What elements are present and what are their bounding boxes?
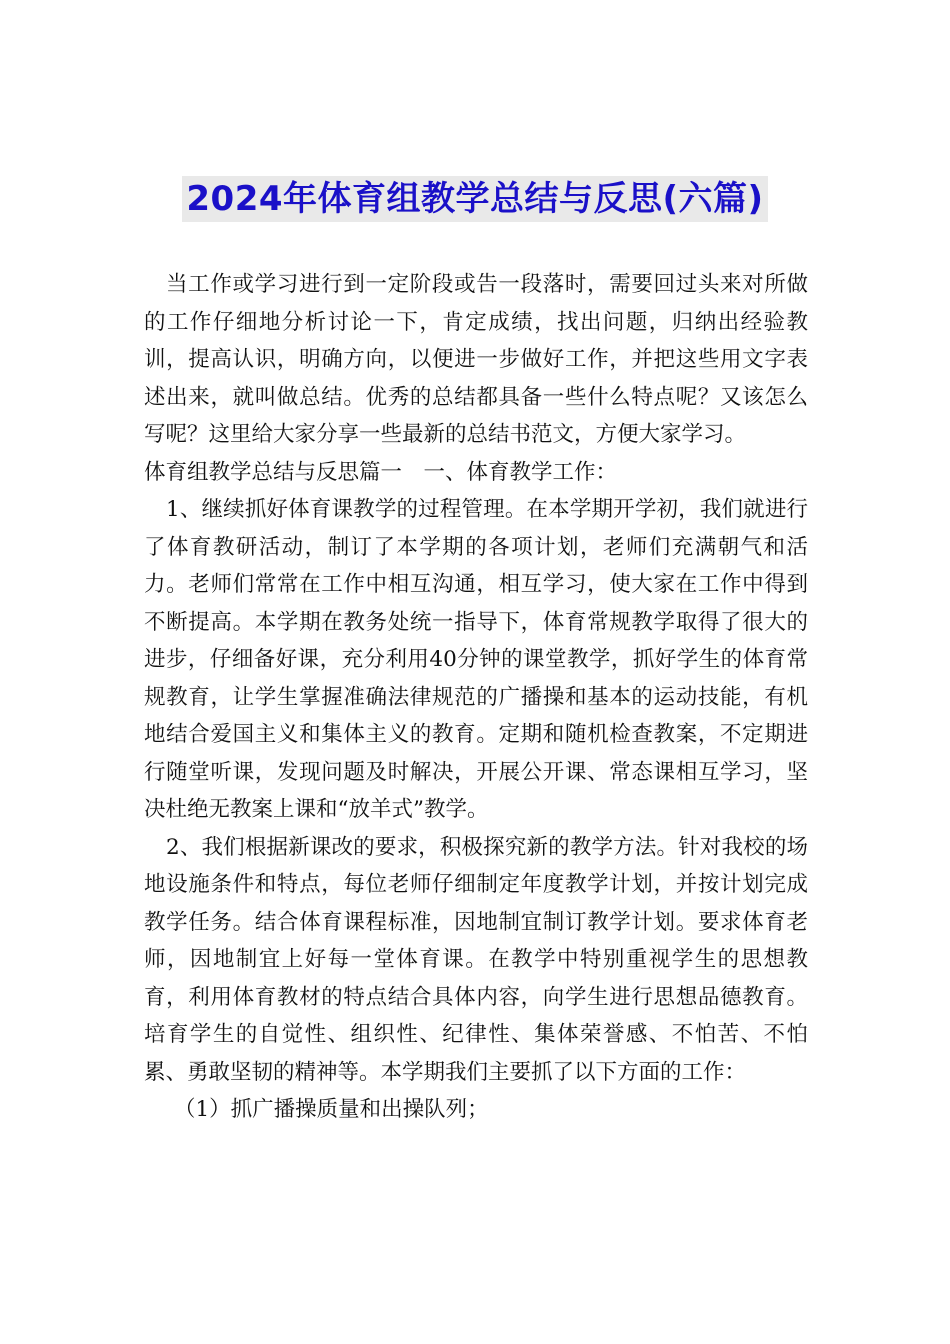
document-body — [144, 266, 808, 1129]
document-title: 2024年体育组教学总结与反思(六篇) — [182, 176, 767, 222]
intro-paragraph: 当工作或学习进行到一定阶段或告一段落时，需要回过头来对所做的工作仔细地分析讨论一下，肯定成绩，找出问题，归纳出经验教训，提高认识，明确方向，以便进一步做好工作，并把这些用文字表述出来，就叫做总结。优秀的总结都具备一些什么特点呢？又该怎么写呢？这里给大家分享一些最新的总结书范文，方便大家学习。 — [144, 272, 808, 447]
list-item: （1）抓广播操质量和出操队列； — [174, 1097, 489, 1122]
section-heading: 体育组教学总结与反思篇一 一、体育教学工作： — [144, 459, 618, 485]
body-paragraph: 1、继续抓好体育课教学的过程管理。在本学期开学初，我们就进行了体育教研活动，制订了本学期的各项计划，老师们充满朝气和活力。老师们常常在工作中相互沟通，相互学习，使大家在工作中得到不断提高。本学期在教务处统一指导下，体育常规教学取得了很大的进步，仔细备好课，充分利用40分钟的课堂教学，抓好学生的体育常规教育，让学生掌握准确法律规范的广播操和基本的运动技能，有机地结合爱国主义和集体主义的教育。定期和随机检查教案，不定期进行随堂听课，发现问题及时解决，开展公开课、常态课相互学习，坚决杜绝无教案上课和“放羊式”教学。 — [144, 497, 808, 822]
title-container — [0, 176, 950, 222]
body-paragraph: 2、我们根据新课改的要求，积极探究新的教学方法。针对我校的场地设施条件和特点，每位老师仔细制定年度教学计划，并按计划完成教学任务。结合体育课程标准，因地制宜制订教学计划。要求体育老师，因地制宜上好每一堂体育课。在教学中特别重视学生的思想教育，利用体育教材的特点结合具体内容，向学生进行思想品德教育。培育学生的自觉性、组织性、纪律性、集体荣誉感、不怕苦、不怕累、勇敢坚韧的精神等。本学期我们主要抓了以下方面的工作： — [144, 834, 808, 1085]
